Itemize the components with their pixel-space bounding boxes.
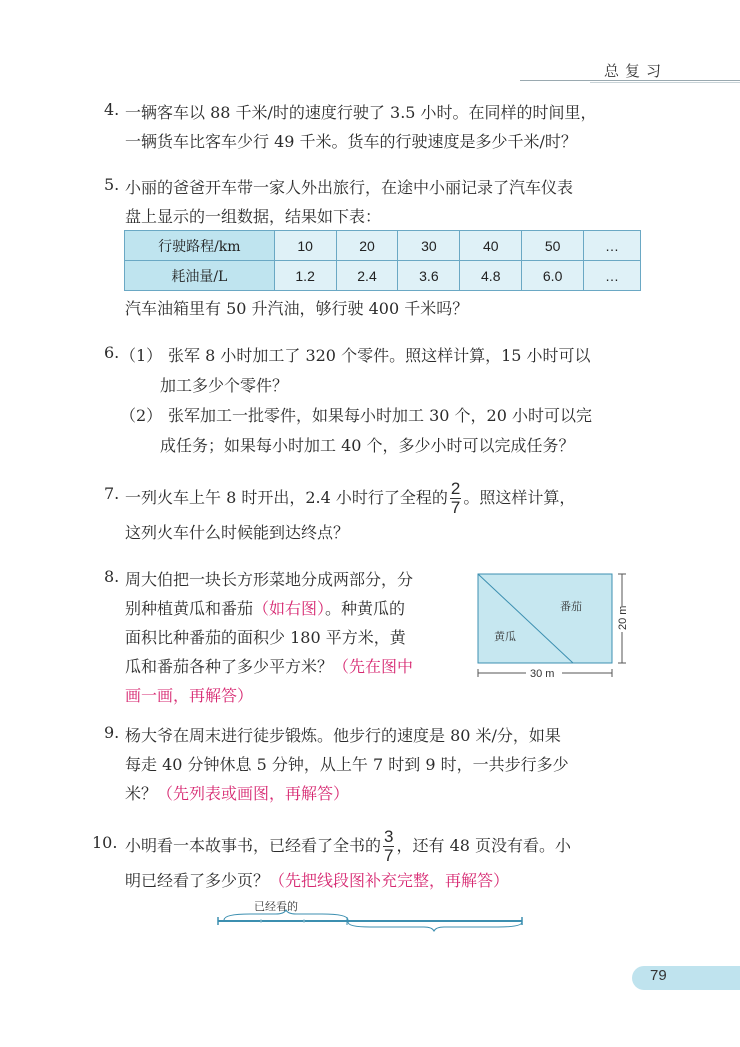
sub-question-label: （2） [120, 406, 163, 425]
question-text: 明已经看了多少页？ [125, 871, 270, 890]
question-text-line: 一辆客车以 88 千米/时的速度行驶了 3.5 小时。在同样的时间里， [125, 103, 597, 122]
table-cell: 50 [522, 231, 584, 261]
header-rule-secondary [590, 82, 740, 83]
header-rule [520, 80, 740, 81]
hint-text: （先把线段图补充完整，再解答） [269, 871, 510, 890]
question-text-line: 汽车油箱里有 50 升汽油，够行驶 400 千米吗？ [125, 299, 469, 318]
table-cell: 6.0 [522, 261, 584, 291]
table-cell: 4.8 [460, 261, 522, 291]
question-text-line: 周大伯把一块长方形菜地分成两部分，分 [125, 570, 414, 589]
question-text: 米？ [125, 784, 158, 803]
question-text: 。照这样计算， [463, 488, 576, 507]
question-number: 8. [104, 567, 120, 586]
garden-rectangle [478, 574, 612, 663]
question-7 [104, 478, 575, 546]
question-text-line: 加工多少个零件？ [160, 376, 289, 395]
height-label: 20 m [617, 605, 629, 630]
question-text: ，还有 48 页没有看。小 [396, 836, 572, 855]
table-cell: 20 [336, 231, 398, 261]
question-text-line: 张军加工一批零件，如果每小时加工 30 个，20 小时可以完 [168, 406, 592, 425]
question-number: 10. [92, 833, 118, 852]
table-cell: 10 [274, 231, 336, 261]
fraction-numerator: 2 [450, 479, 461, 498]
fraction-numerator: 3 [384, 827, 394, 846]
garden-figure [470, 566, 640, 684]
read-portion-label: 已经看的 [254, 900, 298, 913]
question-text: 别种植黄瓜和番茄 [125, 599, 254, 618]
question-6-part-2 [104, 403, 592, 459]
cucumber-label: 黄瓜 [494, 630, 516, 643]
hint-text: （先在图中 [333, 657, 414, 676]
hint-text-line: 画一画，再解答） [125, 686, 254, 705]
fuel-data-table [124, 230, 641, 291]
table-cell: 1.2 [274, 261, 336, 291]
table-cell: … [584, 261, 641, 291]
question-text: 小明看一本故事书，已经看了全书的 [125, 836, 382, 855]
question-text-line: 盘上显示的一组数据，结果如下表： [125, 207, 382, 226]
sub-question-label: （1） [120, 346, 163, 365]
question-text-line: 这列火车什么时候能到达终点？ [125, 523, 350, 542]
question-text-line: 成任务；如果每小时加工 40 个，多少小时可以完成任务？ [160, 436, 575, 455]
question-text-line: 小丽的爸爸开车带一家人外出旅行，在途中小丽记录了汽车仪表 [125, 178, 574, 197]
question-number: 7. [104, 484, 120, 503]
question-text-line: 面积比种番茄的面积少 180 平方米，黄 [125, 628, 406, 647]
table-cell: 40 [460, 231, 522, 261]
row-header-fuel: 耗油量/L [125, 261, 275, 291]
question-text-line: 一辆货车比客车少行 49 千米。货车的行驶速度是多少千米/时？ [125, 132, 577, 151]
page-number: 79 [650, 967, 667, 984]
question-text-line: 杨大爷在周末进行徒步锻炼。他步行的速度是 80 米/分，如果 [125, 726, 561, 745]
table-cell: … [584, 231, 641, 261]
question-text: 。种黄瓜的 [325, 599, 406, 618]
question-number: 5. [104, 175, 120, 194]
hint-text: （先列表或画图，再解答） [157, 784, 350, 803]
question-number: 9. [104, 723, 120, 742]
question-number: 6. [104, 343, 120, 362]
fraction [450, 480, 461, 517]
line-segment-diagram [210, 896, 530, 938]
hint-text: （如右图） [253, 599, 326, 618]
question-6 [104, 343, 591, 399]
table-row [125, 231, 641, 261]
unread-portion-brace [348, 922, 522, 931]
table-row [125, 261, 641, 291]
question-number: 4. [104, 100, 120, 119]
fraction-denominator: 7 [450, 498, 461, 517]
table-cell: 2.4 [336, 261, 398, 291]
question-text-line: 每走 40 分钟休息 5 分钟，从上午 7 时到 9 时，一共步行多少 [125, 755, 569, 774]
tomato-label: 番茄 [560, 600, 582, 613]
fraction [383, 828, 394, 865]
question-8 [104, 567, 413, 709]
question-text: 一列火车上午 8 时开出，2.4 小时行了全程的 [125, 488, 448, 507]
question-4 [104, 100, 597, 155]
question-5 [104, 175, 573, 230]
width-label: 30 m [530, 668, 555, 680]
question-text: 瓜和番茄各种了多少平方米？ [125, 657, 334, 676]
table-cell: 3.6 [398, 261, 460, 291]
question-9 [104, 723, 569, 807]
question-10 [92, 826, 571, 894]
fraction-denominator: 7 [384, 846, 394, 865]
row-header-distance: 行驶路程/km [125, 231, 275, 261]
question-text-line: 张军 8 小时加工了 320 个零件。照这样计算，15 小时可以 [168, 346, 591, 365]
page-number-tab [632, 966, 740, 990]
section-title: 总复习 [604, 62, 668, 80]
table-cell: 30 [398, 231, 460, 261]
